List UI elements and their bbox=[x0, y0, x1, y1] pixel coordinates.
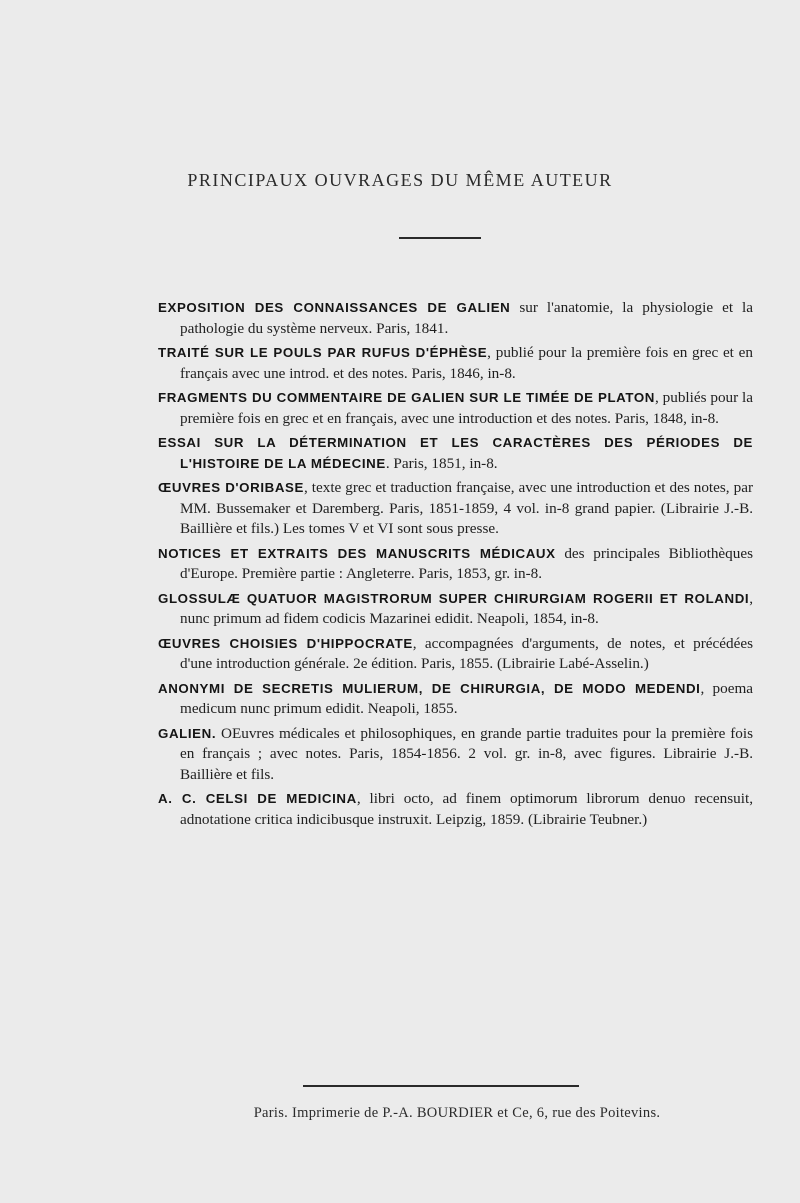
list-item bbox=[158, 388, 753, 429]
list-item bbox=[158, 789, 753, 830]
list-item bbox=[158, 298, 753, 339]
work-description: , poema medicum nunc primum edidit. Neapoli, 1855. bbox=[180, 679, 754, 717]
page-title: PRINCIPAUX OUVRAGES DU MÊME AUTEUR bbox=[187, 170, 613, 190]
work-title: EXPOSITION DES CONNAISSANCES DE GALIEN bbox=[158, 300, 511, 315]
work-description: , nunc primum ad fidem codicis Mazarinei edidit. Neapoli, 1854, in-8. bbox=[180, 589, 753, 627]
work-title: ANONYMI DE SECRETIS MULIERUM, DE CHIRURGIA, DE MODO MEDENDI bbox=[158, 680, 701, 696]
work-title: TRAITÉ SUR LE POULS PAR RUFUS D'ÉPHÈSE bbox=[158, 345, 488, 360]
work-description: , publiés pour la première fois en grec et en français, avec une introduction et des notes. Paris, 1848, in-8. bbox=[180, 389, 753, 427]
list-item bbox=[158, 478, 753, 540]
work-title: GLOSSULÆ QUATUOR MAGISTRORUM SUPER CHIRURGIAM ROGERII ET ROLANDI bbox=[158, 590, 750, 606]
list-item bbox=[158, 589, 753, 630]
work-description: . Paris, 1851, in-8. bbox=[385, 454, 498, 472]
work-title: ŒUVRES CHOISIES D'HIPPOCRATE bbox=[158, 635, 413, 651]
work-description: , libri octo, ad finem optimorum librorum denuo recensuit, adnotatione critica indicibusque instruxit. Leipzig, 1859. (Librairie Teubner.) bbox=[180, 790, 753, 828]
work-title: ŒUVRES D'ORIBASE bbox=[158, 480, 304, 495]
works-list bbox=[158, 298, 753, 834]
work-description: sur l'anatomie, la physiologie et la pathologie du système nerveux. Paris, 1841. bbox=[180, 299, 753, 337]
work-description: , texte grec et traduction française, avec une introduction et des notes, par MM. Bussemaker et Daremberg. Paris, 1851-1859, 4 vol. in-8 grand papier. (Librairie J.-B. Baillière et fils.) Les tomes V et VI sont sous presse. bbox=[180, 479, 753, 537]
work-title: A. C. CELSI DE MEDICINA bbox=[158, 791, 357, 806]
work-description: OEuvres médicales et philosophiques, en grande partie traduites pour la première fois en français ; avec notes. Paris, 1854-1856. 2 vol. gr. in-8, avec figures. Librairie J.-B. Baillière et fils. bbox=[180, 724, 753, 783]
work-description: , accompagnées d'arguments, de notes, et précédées d'une introduction générale. 2e édition. Paris, 1855. (Librairie Labé-Asselin.) bbox=[180, 634, 754, 672]
work-title: GALIEN. bbox=[158, 725, 217, 741]
list-item bbox=[158, 634, 753, 675]
list-item bbox=[158, 724, 753, 786]
work-description: des principales Bibliothèques d'Europe. Première partie : Angleterre. Paris, 1853, gr. in-8. bbox=[180, 544, 753, 582]
footer-divider bbox=[303, 1085, 579, 1087]
work-title: NOTICES ET EXTRAITS DES MANUSCRITS MÉDICAUX bbox=[158, 545, 556, 561]
title-divider bbox=[399, 237, 481, 239]
work-title: FRAGMENTS DU COMMENTAIRE DE GALIEN SUR LE TIMÉE DE PLATON bbox=[158, 390, 656, 405]
list-item bbox=[158, 544, 753, 585]
list-item bbox=[158, 679, 753, 720]
work-description: , publié pour la première fois en grec et en français avec une introd. et des notes. Paris, 1846, in-8. bbox=[180, 344, 753, 382]
list-item bbox=[158, 433, 753, 474]
list-item bbox=[158, 343, 753, 384]
work-title: ESSAI SUR LA DÉTERMINATION ET LES CARACTÈRES DES PÉRIODES DE L'HISTOIRE DE LA MÉDECINE bbox=[158, 435, 753, 471]
printer-imprint: Paris. Imprimerie de P.-A. BOURDIER et Ce, 6, rue des Poitevins. bbox=[253, 1105, 661, 1121]
